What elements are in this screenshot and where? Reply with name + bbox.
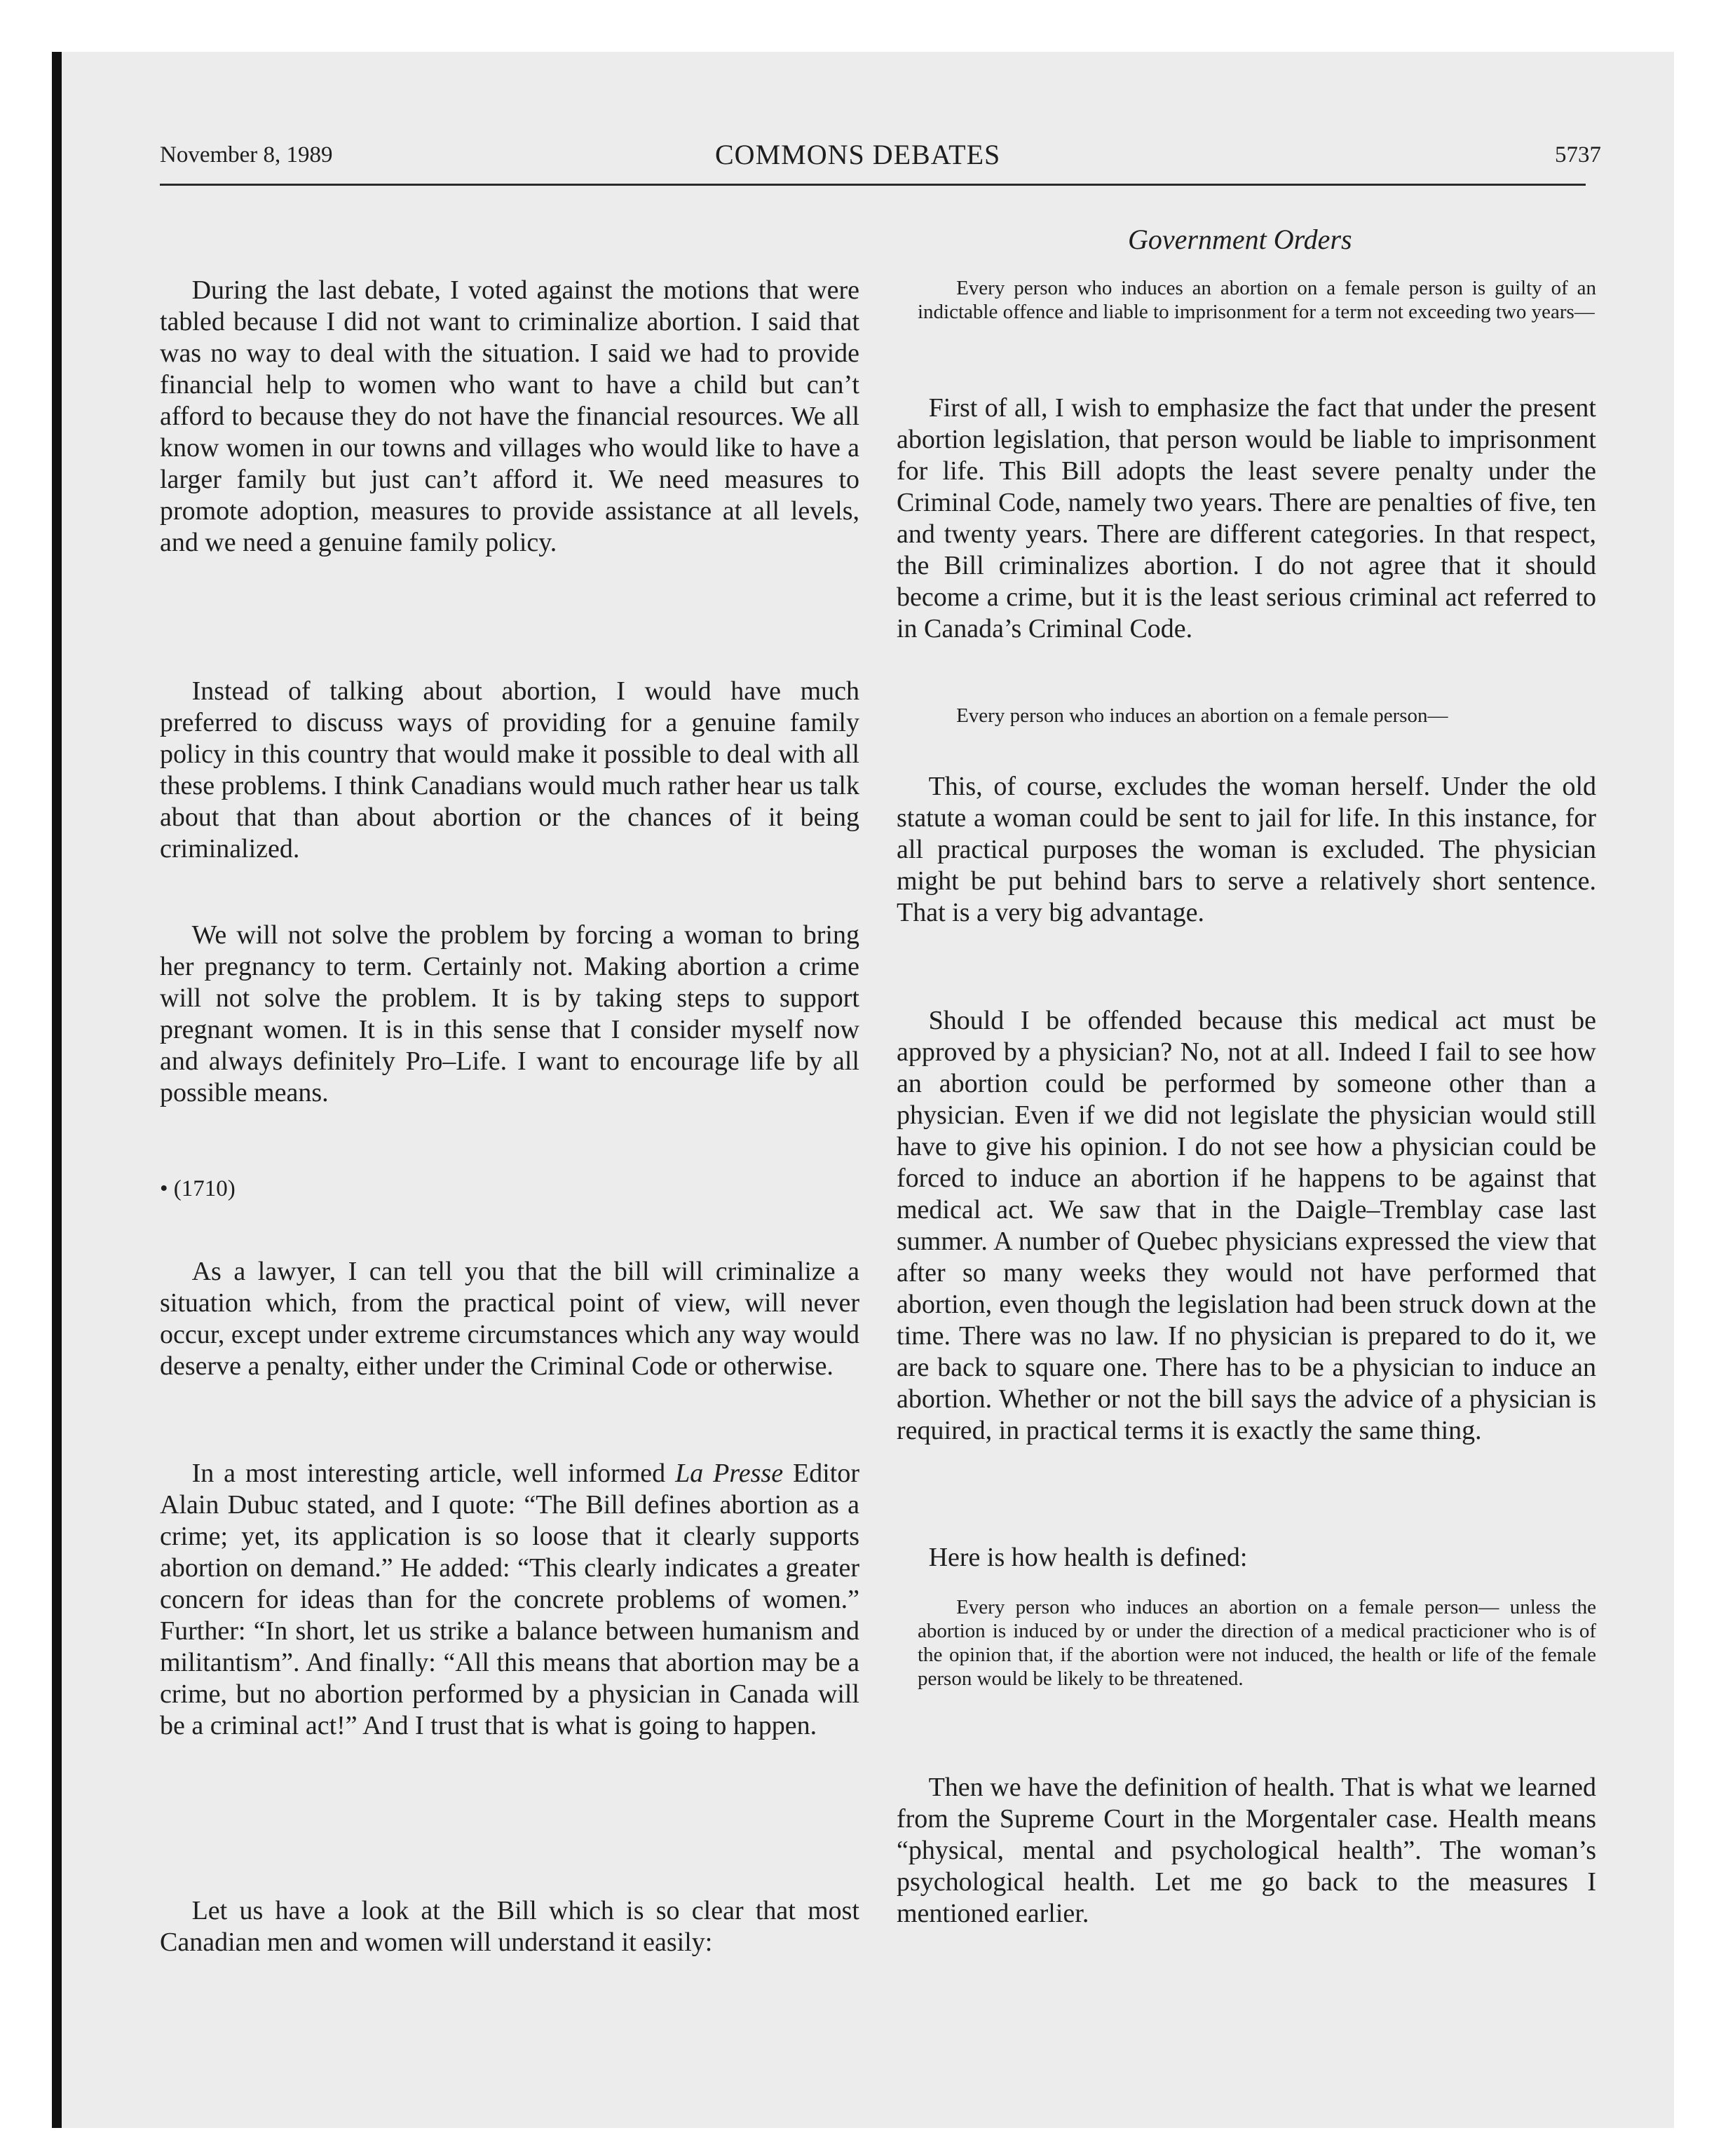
right-paragraph-4: Here is how health is defined: <box>928 1543 1248 1572</box>
left-paragraph-5-part-b: Editor Alain Dubuc stated, and I quote: “The Bill defines abortion as a crime; yet, its application is so loose that it clearly supports abortion on demand.” He added: “This clearly indicates a greater concern for ideas than for the concrete problems of women.” Further: “In short, let us strike a balance between humanism and militantism”. And finally: “All this means that abortion may be a crime, but no abortion performed by a physician in Canada will be a criminal act!” And I trust that is what is going to happen. <box>160 1459 859 1740</box>
header-date: November 8, 1989 <box>160 142 333 168</box>
header-title: COMMONS DEBATES <box>715 139 1001 170</box>
left-paragraph-4: As a lawyer, I can tell you that the bill will criminalize a situation which, from the practical point of view, will never occur, except under extreme circumstances which any way would deserve a penalty, either under the Criminal Code or otherwise. <box>160 1257 859 1381</box>
quote-3: Every person who induces an abortion on a female person— unless the abortion is induced by or under the direction of a medical practicioner who is of the opinion that, if the abortion were not induced, the health or life of the female person would be likely to be threatened. <box>918 1596 1596 1690</box>
right-paragraph-5: Then we have the definition of health. That is what we learned from the Supreme Court in the Morgentaler case. Health means “physical, mental and psychological health”. The woman’s psychological health. Let me go back to the measures I mentioned earlier. <box>897 1773 1596 1928</box>
left-paragraph-5 <box>160 1458 859 1742</box>
quote-2: Every person who induces an abortion on a female person— <box>956 704 1448 727</box>
quote-1: Every person who induces an abortion on a female person is guilty of an indictable offence and liable to imprisonment for a term not exceeding two years— <box>918 277 1596 323</box>
binding-edge <box>52 52 62 2128</box>
right-paragraph-3: Should I be offended because this medical act must be approved by a physician? No, not at all. Indeed I fail to see how an abortion could be performed by someone other than a physician. Even if we did not legislate the physician would still have to give his opinion. I do not see how a physician could be forced to induce an abortion if he happens to be against that medical act. We saw that in the Daigle–Tremblay case last summer. A number of Quebec physicians expressed the view that after so many weeks they would not have performed that abortion, even though the legislation had been struck down at the time. There was no law. If no physician is prepared to do it, we are back to square one. There has to be a physician to induce an abortion. Whether or not the bill says the advice of a physician is required, in practical terms it is exactly the same thing. <box>897 1006 1596 1445</box>
header-rule <box>160 184 1586 186</box>
left-paragraph-5-part-a: In a most interesting article, well informed <box>191 1459 676 1488</box>
left-paragraph-6: Let us have a look at the Bill which is so clear that most Canadian men and women will understand it easily: <box>160 1896 859 1957</box>
left-paragraph-1: During the last debate, I voted against the motions that were tabled because I did not want to criminalize abortion. I said that was no way to deal with the situation. I said we had to provide financial help to women who want to have a child but can’t afford to because they do not have the financial resources. We all know women in our towns and villages who would like to have a larger family but just can’t afford it. We need measures to promote adoption, measures to provide assistance at all levels, and we need a genuine family policy. <box>160 275 859 557</box>
left-paragraph-2: Instead of talking about abortion, I would have much preferred to discuss ways of providing for a genuine family policy in this country that would make it possible to deal with all these problems. I think Canadians would much rather hear us talk about that than about abortion or the chances of it being criminalized. <box>160 676 859 864</box>
newspaper-title: La Presse <box>675 1459 784 1488</box>
left-paragraph-3: We will not solve the problem by forcing a woman to bring her pregnancy to term. Certainly not. Making abortion a crime will not solve the problem. It is by taking steps to support pregnant women. It is in this sense that I consider myself now and always definitely Pro–Life. I want to encourage life by all possible means. <box>160 920 859 1107</box>
page-number: 5737 <box>1555 142 1601 168</box>
time-marker: • (1710) <box>160 1176 236 1201</box>
right-paragraph-2: This, of course, excludes the woman herself. Under the old statute a woman could be sent to jail for life. In this instance, for all practical purposes the woman is excluded. The physician might be put behind bars to serve a relatively short sentence. That is a very big advantage. <box>897 772 1596 927</box>
right-paragraph-1: First of all, I wish to emphasize the fact that under the present abortion legislation, that person would be liable to imprisonment for life. This Bill adopts the least severe penalty under the Criminal Code, namely two years. There are penalties of five, ten and twenty years. There are different categories. In that respect, the Bill criminalizes abortion. I do not agree that it should become a crime, but it is the least serious criminal act referred to in Canada’s Criminal Code. <box>897 393 1596 643</box>
section-label: Government Orders <box>1128 224 1352 255</box>
